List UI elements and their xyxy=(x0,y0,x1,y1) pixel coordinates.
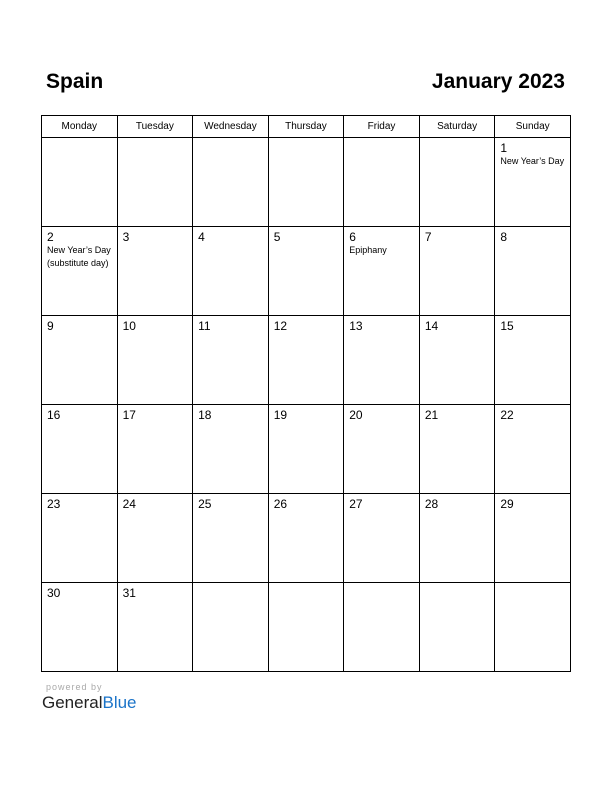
day-number: 13 xyxy=(349,319,363,333)
logo-text-blue: Blue xyxy=(102,693,137,712)
day-cell xyxy=(419,316,495,405)
day-cell xyxy=(117,316,193,405)
day-cell xyxy=(495,405,571,494)
day-number: 8 xyxy=(500,230,508,244)
day-number: 28 xyxy=(424,497,439,511)
day-number: 17 xyxy=(122,408,136,422)
day-number: 16 xyxy=(47,408,61,422)
day-number: 3 xyxy=(122,230,130,244)
day-cell xyxy=(344,583,420,672)
day-number: 18 xyxy=(198,408,212,422)
day-cell xyxy=(344,405,420,494)
weekday-header: Wednesday xyxy=(193,116,269,138)
day-cell xyxy=(419,227,495,316)
week-row xyxy=(42,227,571,316)
day-number: 23 xyxy=(47,497,61,511)
day-cell xyxy=(344,138,420,227)
day-cell xyxy=(419,405,495,494)
day-cell xyxy=(495,138,571,227)
day-cell xyxy=(117,583,193,672)
day-cell xyxy=(344,227,420,316)
day-cell xyxy=(268,316,344,405)
day-cell xyxy=(42,316,118,405)
day-cell xyxy=(268,138,344,227)
powered-by-text: powered by xyxy=(46,682,103,692)
day-cell xyxy=(42,405,118,494)
weekday-header-row xyxy=(42,116,571,138)
week-row xyxy=(42,583,571,672)
weekday-header: Thursday xyxy=(268,116,344,138)
week-row xyxy=(42,405,571,494)
day-cell xyxy=(193,227,269,316)
logo-text-general: General xyxy=(42,693,103,712)
day-number: 31 xyxy=(122,586,136,600)
day-number: 30 xyxy=(47,586,61,600)
day-cell xyxy=(344,494,420,583)
calendar-grid xyxy=(41,115,571,672)
day-number: 19 xyxy=(273,408,288,422)
day-cell xyxy=(42,583,118,672)
day-cell xyxy=(193,316,269,405)
day-number: 22 xyxy=(500,408,514,422)
day-number: 10 xyxy=(122,319,136,333)
month-title: January 2023 xyxy=(431,70,565,93)
day-cell xyxy=(42,494,118,583)
day-number: 11 xyxy=(198,319,211,333)
day-cell xyxy=(193,405,269,494)
day-number: 15 xyxy=(500,319,514,333)
week-row xyxy=(42,138,571,227)
day-number: 26 xyxy=(273,497,288,511)
day-cell xyxy=(117,405,193,494)
day-cell xyxy=(419,138,495,227)
day-number: 27 xyxy=(349,497,363,511)
day-number: 6 xyxy=(349,230,356,244)
day-cell xyxy=(42,138,118,227)
day-number: 4 xyxy=(198,230,205,244)
day-cell xyxy=(495,494,571,583)
day-cell xyxy=(495,583,571,672)
day-number: 14 xyxy=(424,319,439,333)
day-number: 7 xyxy=(424,230,432,244)
week-row xyxy=(42,494,571,583)
day-number: 12 xyxy=(273,319,288,333)
day-number: 9 xyxy=(47,319,54,333)
day-cell xyxy=(193,494,269,583)
day-cell xyxy=(42,227,118,316)
day-number: 2 xyxy=(47,230,54,244)
day-cell xyxy=(268,227,344,316)
day-number: 21 xyxy=(424,408,439,422)
day-number: 25 xyxy=(198,497,212,511)
day-cell xyxy=(419,583,495,672)
day-cell xyxy=(268,405,344,494)
day-cell xyxy=(419,494,495,583)
day-cell xyxy=(344,316,420,405)
weekday-header: Friday xyxy=(344,116,420,138)
day-number: 5 xyxy=(273,230,281,244)
generalblue-logo[interactable] xyxy=(42,693,137,713)
day-cell xyxy=(495,227,571,316)
day-cell xyxy=(268,583,344,672)
day-cell xyxy=(117,227,193,316)
weekday-header: Tuesday xyxy=(117,116,193,138)
weekday-header: Saturday xyxy=(419,116,495,138)
day-cell xyxy=(495,316,571,405)
holiday-label: New Year’s Day xyxy=(500,156,565,166)
day-cell xyxy=(193,138,269,227)
day-cell xyxy=(268,494,344,583)
holiday-label: Epiphany xyxy=(349,245,387,255)
day-cell xyxy=(117,138,193,227)
weekday-header: Sunday xyxy=(495,116,571,138)
week-row xyxy=(42,316,571,405)
country-title: Spain xyxy=(46,70,104,93)
day-number: 1 xyxy=(500,141,508,155)
holiday-label: New Year’s Day (substitute day) xyxy=(47,245,111,268)
day-cell xyxy=(193,583,269,672)
day-number: 20 xyxy=(349,408,363,422)
weekday-header: Monday xyxy=(42,116,118,138)
day-number: 24 xyxy=(122,497,136,511)
day-number: 29 xyxy=(500,497,514,511)
day-cell xyxy=(117,494,193,583)
